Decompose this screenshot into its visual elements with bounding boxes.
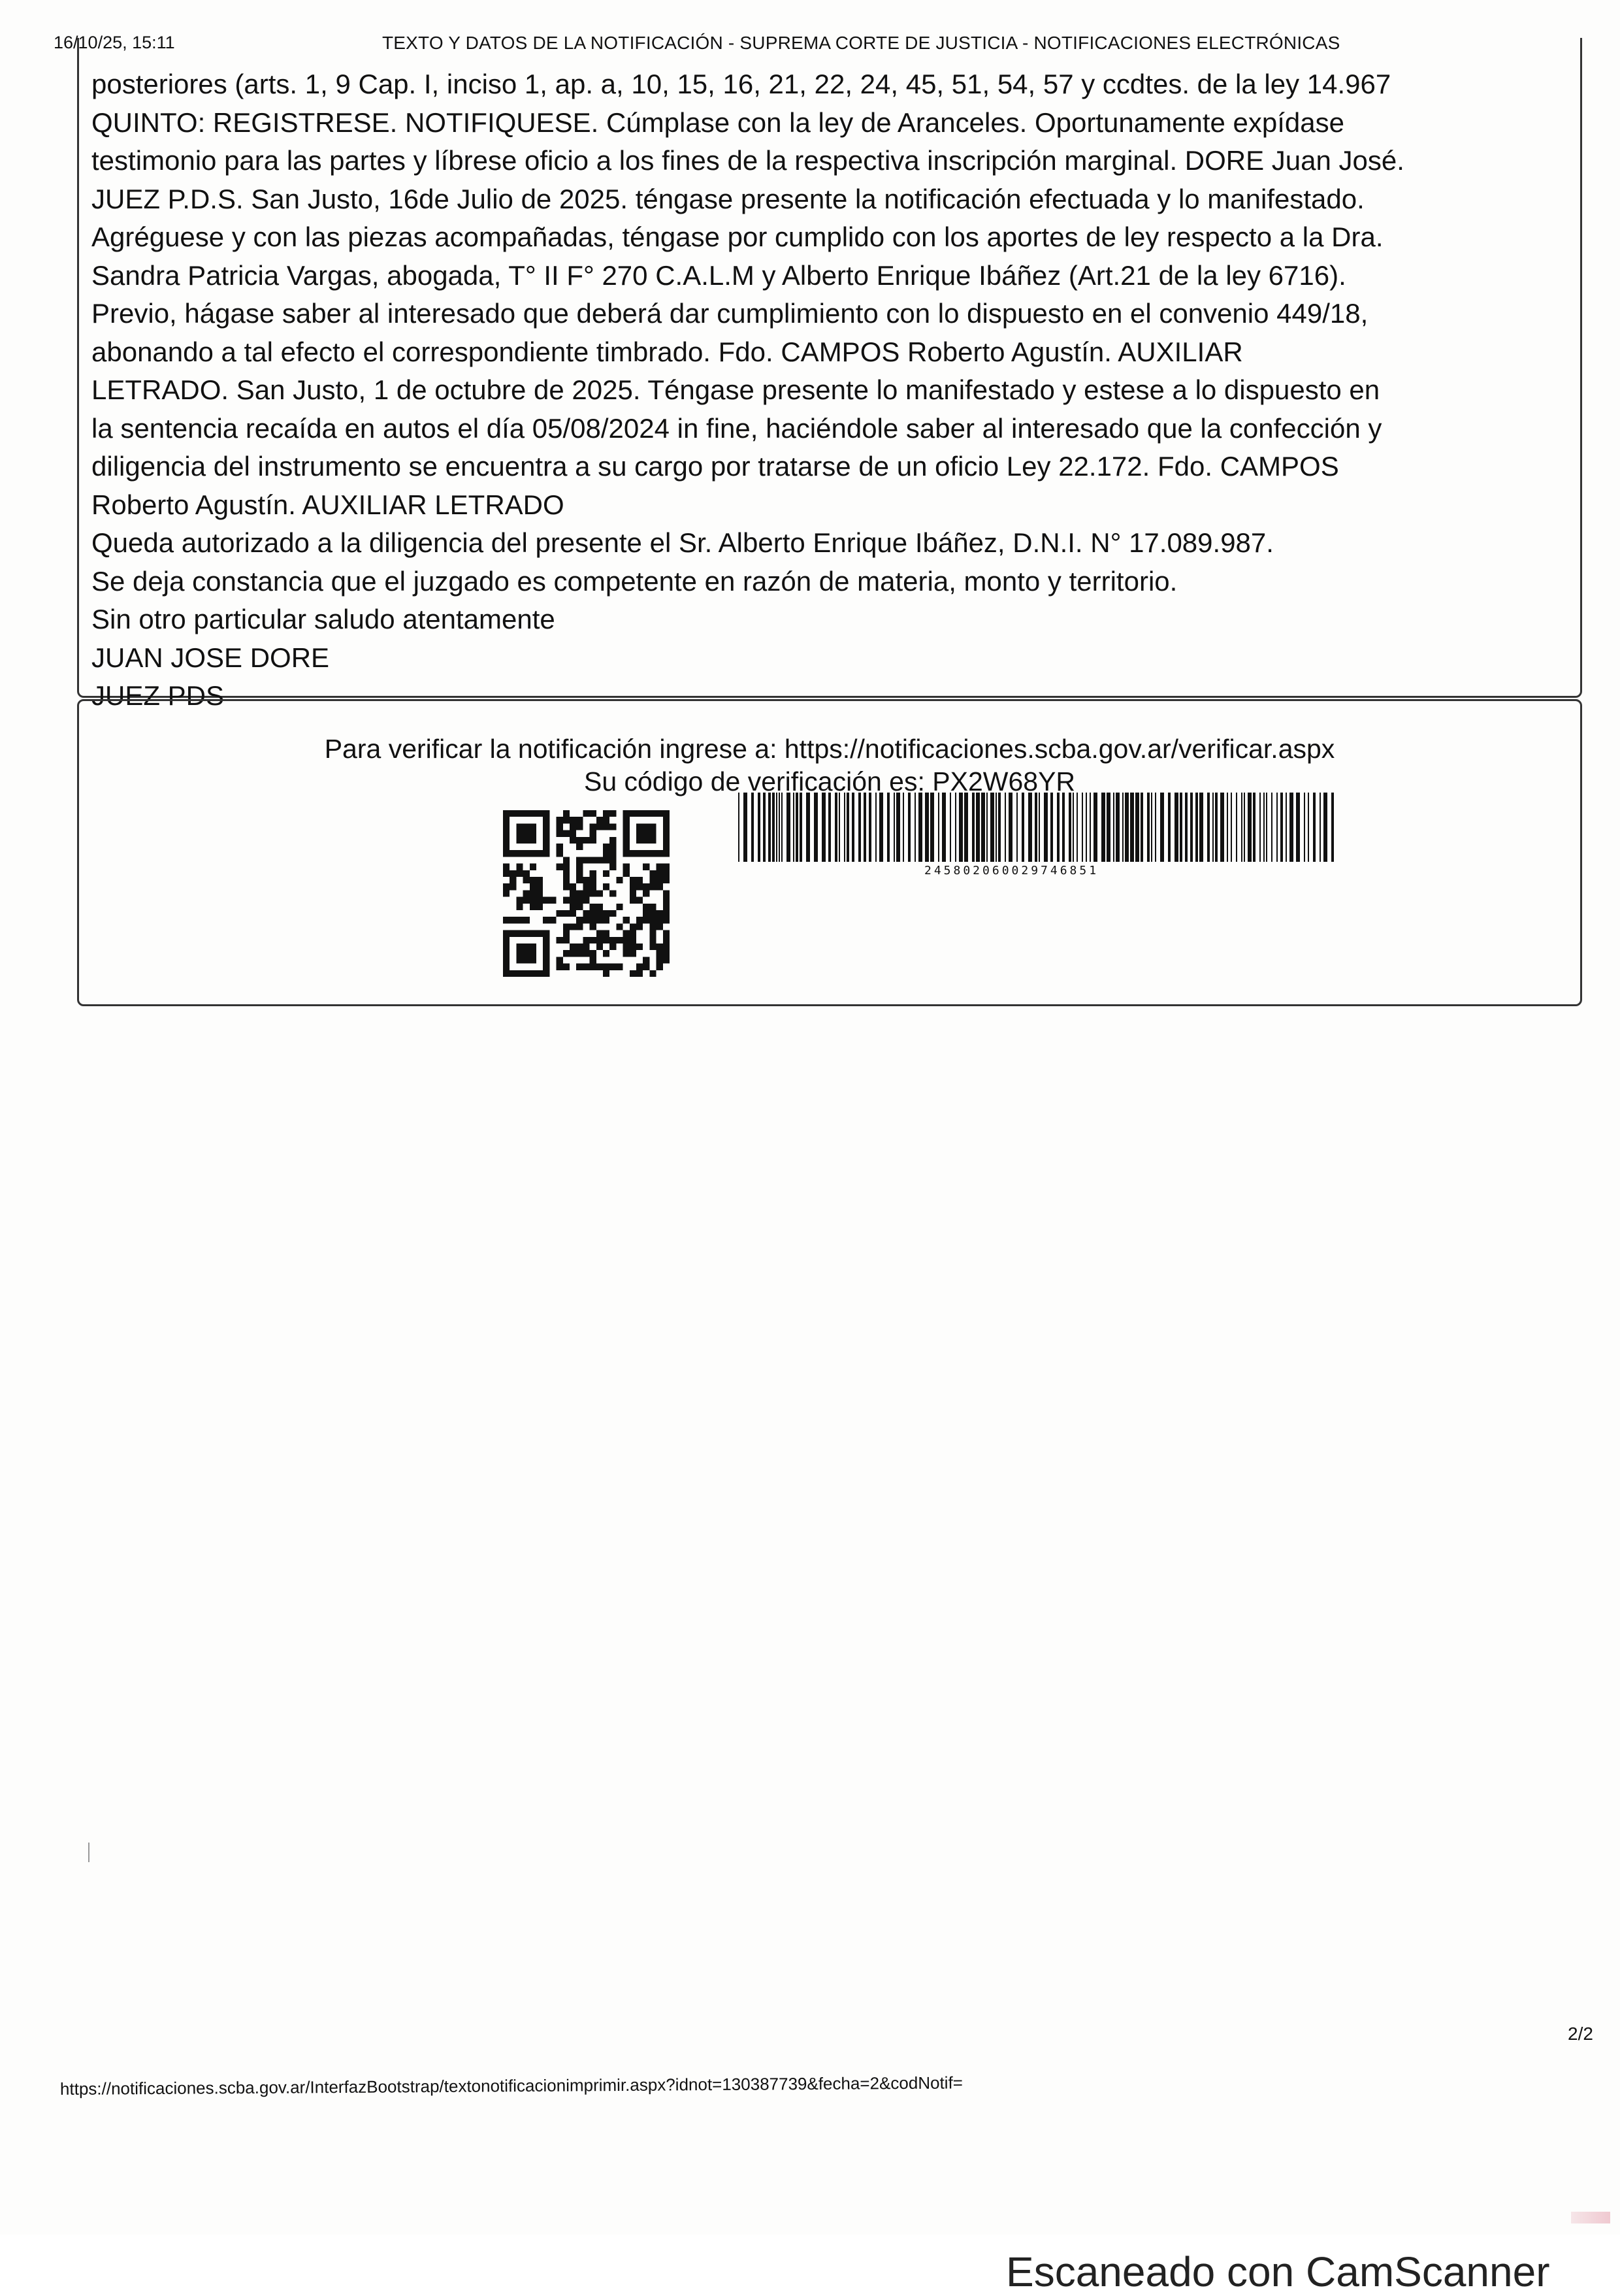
- signer-title: JUEZ PDS: [91, 680, 225, 711]
- barcode-number: 245802060029746851: [924, 864, 1099, 877]
- camscanner-watermark: Escaneado con CamScanner: [1006, 2248, 1550, 2295]
- qr-code: [503, 810, 670, 977]
- competence-text: Se deja constancia que el juzgado es competente en razón de materia, monto y territorio.: [91, 565, 1178, 597]
- scan-artifact: [1571, 2212, 1610, 2223]
- closing-text: Sin otro particular saludo atentamente: [91, 604, 555, 634]
- verification-instruction: Para verificar la notificación ingrese a: https://notificaciones.scba.gov.ar/verificar.aspx: [324, 734, 1335, 764]
- body-line: Agréguese y con las piezas acompañadas, téngase por cumplido con los aportes de ley respecto a la Dra.: [91, 221, 1384, 252]
- footer-url: https://notificaciones.scba.gov.ar/InterfazBootstrap/textonotificacionimprimir.aspx?idnot=130387739&fecha=2&codNotif=: [59, 2073, 964, 2099]
- body-line: testimonio para las partes y líbrese oficio a los fines de la respectiva inscripción marginal. DORE Juan José.: [91, 145, 1404, 176]
- body-line: posteriores (arts. 1, 9 Cap. I, inciso 1, ap. a, 10, 15, 16, 21, 22, 24, 45, 51, 54, 57 y ccdtes. de la ley 14.967: [91, 69, 1391, 99]
- scan-artifact: [88, 1843, 89, 1862]
- barcode: [738, 793, 1336, 871]
- document-header-title: TEXTO Y DATOS DE LA NOTIFICACIÓN - SUPREMA CORTE DE JUSTICIA - NOTIFICACIONES ELECTRÓNICAS: [382, 33, 1340, 53]
- body-line: Sandra Patricia Vargas, abogada, T° II F° 270 C.A.L.M y Alberto Enrique Ibáñez (Art.21 de la ley 6716).: [91, 259, 1346, 291]
- signer-name: JUAN JOSE DORE: [91, 642, 330, 673]
- verification-code: Su código de verificación es: PX2W68YR: [583, 766, 1076, 796]
- body-line: LETRADO. San Justo, 1 de octubre de 2025. Téngase presente lo manifestado y estese a lo dispuesto en: [91, 374, 1380, 405]
- body-line: JUEZ P.D.S. San Justo, 16de Julio de 2025. téngase presente la notificación efectuada y lo manifestado.: [91, 183, 1365, 214]
- body-line: Roberto Agustín. AUXILIAR LETRADO: [91, 489, 564, 520]
- body-line: QUINTO: REGISTRESE. NOTIFIQUESE. Cúmplase con la ley de Aranceles. Oportunamente expídase: [91, 107, 1344, 138]
- notification-body: [91, 65, 1578, 715]
- body-line: Previo, hágase saber al interesado que deberá dar cumplimiento con lo dispuesto en el convenio 449/18,: [91, 298, 1369, 329]
- body-line: abonando a tal efecto el correspondiente timbrado. Fdo. CAMPOS Roberto Agustín. AUXILIAR: [91, 336, 1243, 367]
- page-number: 2/2: [1568, 2024, 1593, 2044]
- body-line: diligencia del instrumento se encuentra a su cargo por tratarse de un oficio Ley 22.172. Fdo. CAMPOS: [91, 451, 1339, 482]
- authorization-text: Queda autorizado a la diligencia del presente el Sr. Alberto Enrique Ibáñez, D.N.I. N° 17.089.987.: [91, 527, 1274, 558]
- body-line: la sentencia recaída en autos el día 05/08/2024 in fine, haciéndole saber al interesado que la confección y: [91, 412, 1382, 444]
- print-datetime: 16/10/25, 15:11: [54, 33, 175, 52]
